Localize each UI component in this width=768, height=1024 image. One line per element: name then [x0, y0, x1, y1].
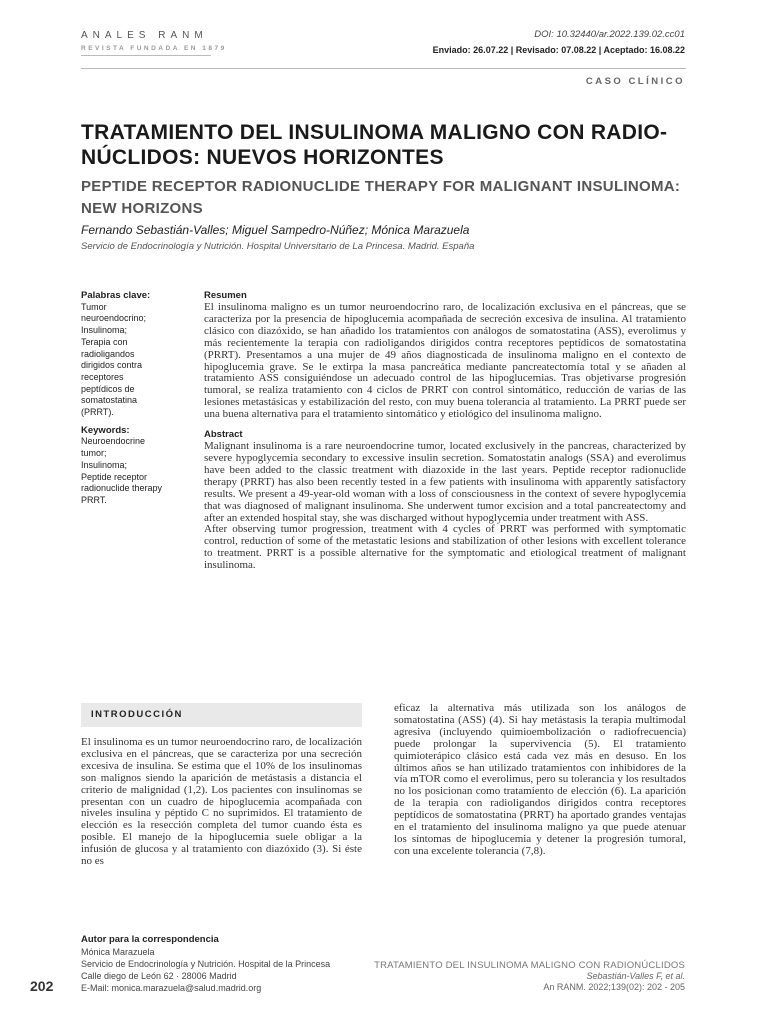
correspondence-address: Calle diego de León 62 · 28006 Madrid [81, 971, 237, 981]
doi: DOI: 10.32440/ar.2022.139.02.cc01 [534, 29, 685, 40]
keyword-item: receptores [81, 371, 124, 382]
abstract-heading: Abstract [204, 429, 243, 441]
keyword-item: radionuclide therapy [81, 483, 163, 494]
citation: An RANM. 2022;139(02): 202 - 205 [543, 982, 685, 992]
keywords-en-heading: Keywords: [81, 424, 130, 436]
intro-body-right: eficaz la alternativa más utilizada son los análogos de somatostatina (ASS) (4). Si hay metástasis la terapia multimodal agresiva (incluyendo quimioembolización o radiofrecuencia) puede prolongar la supervivencia (5). El tratamiento quimioterápico clásico está cada vez más en desuso. En los últimos años se han utilizado tratamientos con inhibidores de la vía mTOR como el everolimus, pero su tolerancia y los resultados no los posicionan como tratamiento de elección (6). La aparición de la terapia con radioligandos dirigidos contra receptores peptídicos de somatostatina (PRRT) ha aportado grandes ventajas en el tratamiento del insulinoma maligno ya que puede atenuar los síntomas de hipoglucemia y detener la progresión tumoral, con una excelente tolerancia (7,8). [394, 702, 686, 857]
section-label: CASO CLÍNICO [585, 76, 685, 87]
header-divider [81, 55, 211, 56]
keyword-item: (PRRT). [81, 407, 114, 418]
keywords-en [81, 425, 191, 507]
correspondence-dept: Servicio de Endocrinología y Nutrición. Hospital de la Princesa [81, 959, 331, 969]
abstract-text-continued: After observing tumor progression, treatment with 4 cycles of PRRT was performed with symptomatic control, reduction of some of the metastatic lesions and stabilization of other lesions with excellent tolerance to treatment. PRRT is a possible alternative for the symptomatic and etiological treatment of malignant insulinoma. [204, 523, 686, 572]
abstract-text: Malignant insulinoma is a rare neuroendocrine tumor, located exclusively in the pancreas, characterized by severe hypoglycemia secondary to excessive insulin secretion. Somatostatin analogs (SSA) and everolimus have been added to the classic treatment with diazoxide in the last years. Peptide receptor radionuclide therapy (PRRT) has also been recently tested in a few patients with insulinoma with apparently satisfactory results. We present a 49-year-old woman with a loss of consciousness in the context of severe hypoglycemia that was diagnosed of malignant insulinoma. She underwent tumor excision and a total pancreatectomy and after an extended hospital stay, she was discharged without hypoglycemia under treatment with ASS. [204, 440, 686, 524]
keyword-item: Neuroendocrine [81, 436, 146, 447]
keyword-item: Peptide receptor [81, 471, 148, 482]
correspondence [81, 934, 381, 994]
correspondence-email[interactable]: E-Mail: monica.marazuela@salud.madrid.org [81, 983, 262, 993]
keyword-item: peptídicos de [81, 383, 135, 394]
resumen-heading: Resumen [204, 290, 247, 301]
submission-dates: Enviado: 26.07.22 | Revisado: 07.08.22 | Aceptado: 16.08.22 [432, 45, 685, 55]
keywords-es-heading: Palabras clave: [81, 290, 151, 301]
intro-heading: INTRODUCCIÓN [91, 709, 183, 720]
authors: Fernando Sebastián-Valles; Miguel Sampedro-Núñez; Mónica Marazuela [81, 223, 470, 237]
intro-body-left: El insulinoma es un tumor neuroendocrino raro, de localización exclusiva en el páncreas, que se caracteriza por una secreción excesiva de insulina. Se estima que el 10% de los insulinomas son malignos siendo la aparición de metástasis a distancia el criterio de malignidad (1,2). Los pacientes con insulinomas se presentan con un cuadro de hipoglucemia acompañada con niveles insulina y péptido C no suprimidos. El tratamiento de elección es la resección completa del tumor cuando ésta es posible. El manejo de la hipoglucemia suele obligar a la infusión de glucosa y al tratamiento con diazóxido (3). Si éste no es [81, 736, 362, 868]
correspondence-name: Mónica Marazuela [81, 947, 155, 957]
title-english: PEPTIDE RECEPTOR RADIONUCLIDE THERAPY FOR MALIGNANT INSULINOMA: NEW HORIZONS [81, 178, 681, 217]
running-footer [374, 960, 685, 993]
resumen-text: El insulinoma maligno es un tumor neuroendocrino raro, de localización exclusiva en el páncreas, que se caracteriza por la presencia de hipoglucemia acompañada de secreción excesiva de insulina. Al tratamiento clásico con diazóxido, se han añadido los tratamientos con análogos de somatostatina (ASS), everolimus y más recientemente la terapia con radioligandos dirigidos contra receptores peptídicos de somatostatina (PRRT). Presentamos a una mujer de 49 años diagnosticada de insulinoma maligno en el contexto de hipoglucemia grave. Se le extirpa la masa pancreática mediante pancreatectomía total y se añaden al tratamiento ASS consiguiéndose un adecuado control de las hipoglucemias. Tras objetivarse progresión tumoral, se realiza tratamiento con 4 ciclos de PRRT con control sintomático, reducción de varias de las lesiones metastásicas y estabilización del resto, con muy buena tolerancia al tratamiento. La PRRT puede ser una buena alternativa para el tratamiento sintomático y etiológico del insulinoma maligno. [204, 301, 686, 421]
running-title: TRATAMIENTO DEL INSULINOMA MALIGNO CON RADIONÚCLIDOS [374, 960, 685, 971]
title-spanish: TRATAMIENTO DEL INSULINOMA MALIGNO CON RADIO-NÚCLIDOS: NUEVOS HORIZONTES [81, 121, 668, 169]
keyword-item: Terapia con [81, 336, 128, 347]
abstracts [204, 290, 686, 572]
keyword-item: somatostatina [81, 395, 138, 406]
keyword-item: dirigidos contra [81, 360, 143, 371]
running-authors: Sebastián-Valles F, et al. [586, 971, 685, 981]
journal-name: ANALES RANM [81, 30, 208, 41]
keyword-item: radioligandos [81, 348, 135, 359]
top-rule [81, 68, 686, 69]
page-number: 202 [30, 978, 54, 994]
keywords-sidebar [81, 290, 191, 513]
keyword-item: tumor; [81, 448, 107, 459]
keyword-item: Insulinoma; [81, 325, 128, 336]
keyword-item: Insulinoma; [81, 459, 128, 470]
affiliation: Servicio de Endocrinología y Nutrición. Hospital Universitario de La Princesa. Madrid. España [81, 241, 475, 252]
keyword-item: PRRT. [81, 494, 107, 505]
correspondence-heading: Autor para la correspondencia [81, 934, 219, 945]
keyword-item: neuroendocrino; [81, 313, 147, 324]
keywords-es [81, 290, 191, 419]
journal-tagline: REVISTA FUNDADA EN 1879 [81, 45, 227, 52]
keyword-item: Tumor [81, 301, 107, 312]
